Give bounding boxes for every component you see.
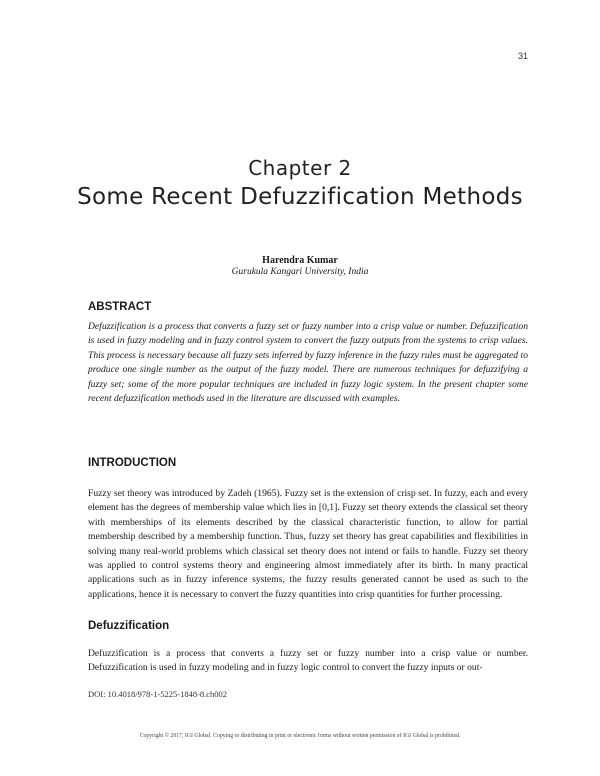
defuzzification-text: Defuzzification is a process that converts a fuzzy set or fuzzy number into a crisp value or number. Defuzzification is used in fuzzy modeling and in fuzzy logic control to convert the fuzzy inputs or out- — [88, 648, 528, 674]
copyright-notice: Copyright © 2017, IGI Global. Copying or distributing in print or electronic forms without written permission of IGI Global is prohibited. — [139, 733, 461, 739]
doi-footnote: DOI: 10.4018/978-1-5225-1848-8.ch002 — [88, 689, 228, 699]
author-name: Harendra Kumar — [262, 255, 338, 266]
introduction-heading: INTRODUCTION — [88, 457, 177, 469]
chapter-label: Chapter 2 — [248, 156, 352, 180]
chapter-title: Some Recent Defuzzification Methods — [77, 184, 523, 210]
abstract-text: Defuzzification is a process that converts a fuzzy set or fuzzy number into a crisp value or number. Defuzzification is used in fuzzy modeling and in fuzzy control system to convert the fuzzy outputs from the systems to crisp values. This process is necessary because all fuzzy sets inferred by fuzzy inference in the fuzzy rules must be aggregated to produce one single number as the output of the fuzzy model. There are numerous techniques for defuzzifying a fuzzy set; some of the more popular techniques are included in fuzzy logic system. In the present chapter some recent defuzzification methods used in the literature are discussed with examples. — [88, 321, 528, 405]
introduction-text: Fuzzy set theory was introduced by Zadeh (1965). Fuzzy set is the extension of crisp set. In fuzzy, each and every element has the degrees of membership value which lies in [0,1]. Fuzzy set theory extends the classical set theory with memberships of its elements described by the classical characteristic function, to allow for partial membership described by a membership function. Thus, fuzzy set theory has great capabilities and flexibilities in solving many real-world problems which classical set theory does not intend or fails to handle. Fuzzy set theory was applied to control systems theory and engineering almost immediately after its birth. In many practical applications such as in fuzzy inference systems, the fuzzy results generated cannot be used as such to the applications, hence it is necessary to convert the fuzzy quantities into crisp quantities for further processing. — [88, 488, 528, 600]
abstract-heading: ABSTRACT — [88, 301, 152, 313]
defuzzification-heading: Defuzzification — [88, 620, 170, 632]
author-affiliation: Gurukula Kangari University, India — [231, 267, 369, 277]
page-number: 31 — [517, 51, 528, 61]
